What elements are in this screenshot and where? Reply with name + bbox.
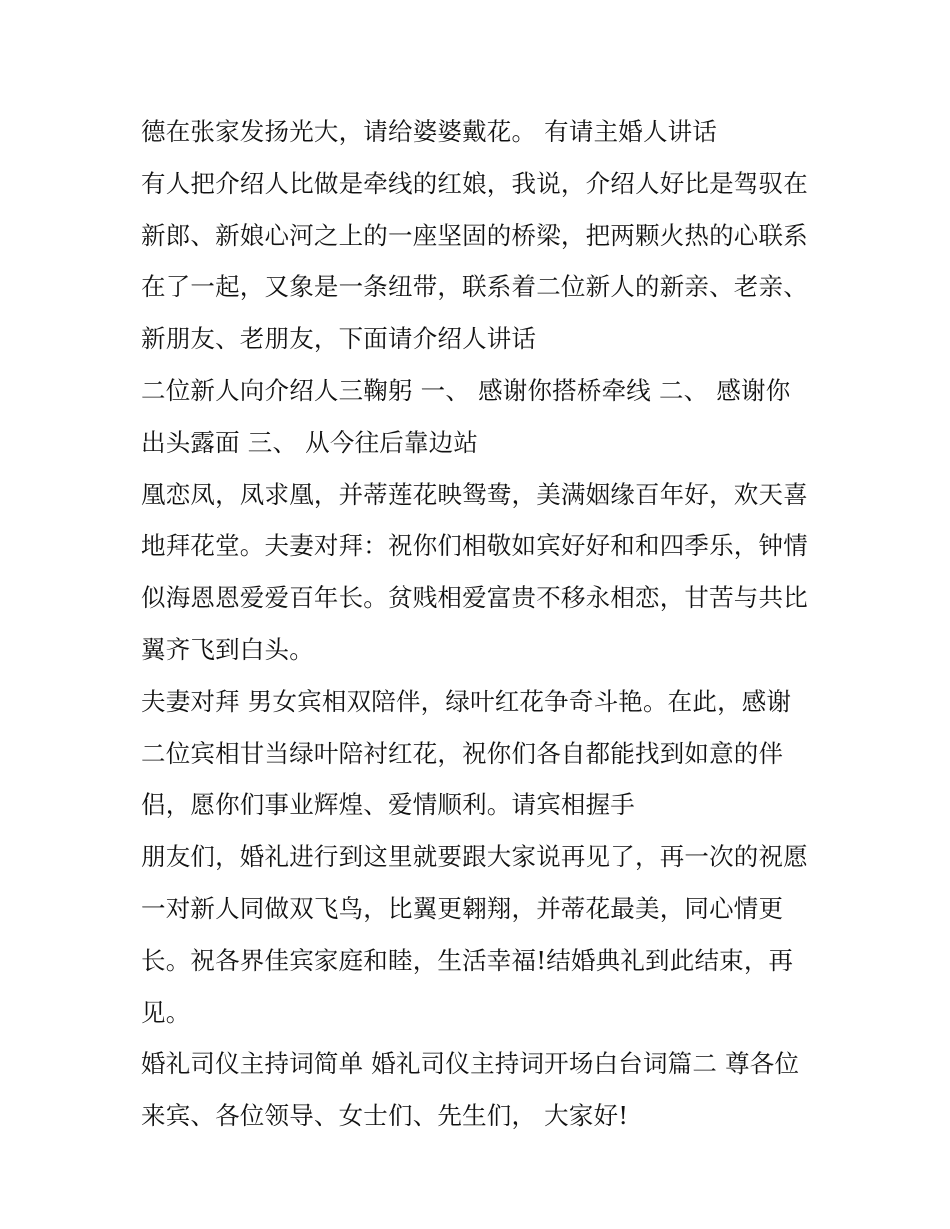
text-line: 有人把介绍人比做是牵线的红娘，我说，介绍人好比是驾驭在 [141,168,808,198]
text-line: 地拜花堂。夫妻对拜：祝你们相敬如宾好好和和四季乐，钟情 [141,531,808,561]
text-line: 长。祝各界佳宾家庭和睦，生活幸福!结婚典礼到此结束，再 [141,945,794,975]
text-line: 新朋友、老朋友，下面请介绍人讲话 [141,324,537,354]
text-line: 出头露面 三、 从今往后靠边站 [141,427,479,457]
document-body [141,106,831,1142]
text-line: 夫妻对拜 男女宾相双陪伴，绿叶红花争奇斗艳。在此，感谢 [141,686,792,716]
text-line: 婚礼司仪主持词简单 婚礼司仪主持词开场白台词篇二 尊各位 [141,1049,800,1079]
text-line: 来宾、各位领导、女士们、先生们， 大家好! [141,1101,629,1131]
text-line: 二位新人向介绍人三鞠躬 一、 感谢你搭桥牵线 二、 感谢你 [141,375,791,405]
text-line: 新郎、新娘心河之上的一座坚固的桥梁，把两颗火热的心联系 [141,220,808,250]
text-line: 见。 [141,997,191,1027]
text-line: 在了一起，又象是一条纽带，联系着二位新人的新亲、老亲、 [141,272,808,302]
text-line: 二位宾相甘当绿叶陪衬红花，祝你们各自都能找到如意的伴 [141,738,784,768]
text-line: 一对新人同做双飞鸟，比翼更翱翔，并蒂花最美，同心情更 [141,893,784,923]
text-line: 德在张家发扬光大，请给婆婆戴花。 有请主婚人讲话 [141,117,718,146]
text-line: 朋友们，婚礼进行到这里就要跟大家说再见了，再一次的祝愿 [141,842,808,872]
text-line: 翼齐飞到白头。 [141,634,314,664]
text-line: 凰恋凤，凤求凰，并蒂莲花映鸳鸯，美满姻缘百年好，欢天喜 [141,479,808,509]
text-line: 似海恩恩爱爱百年长。贫贱相爱富贵不移永相恋，甘苦与共比 [141,583,808,613]
text-line: 侣，愿你们事业辉煌、爱情顺利。请宾相握手 [141,790,635,820]
